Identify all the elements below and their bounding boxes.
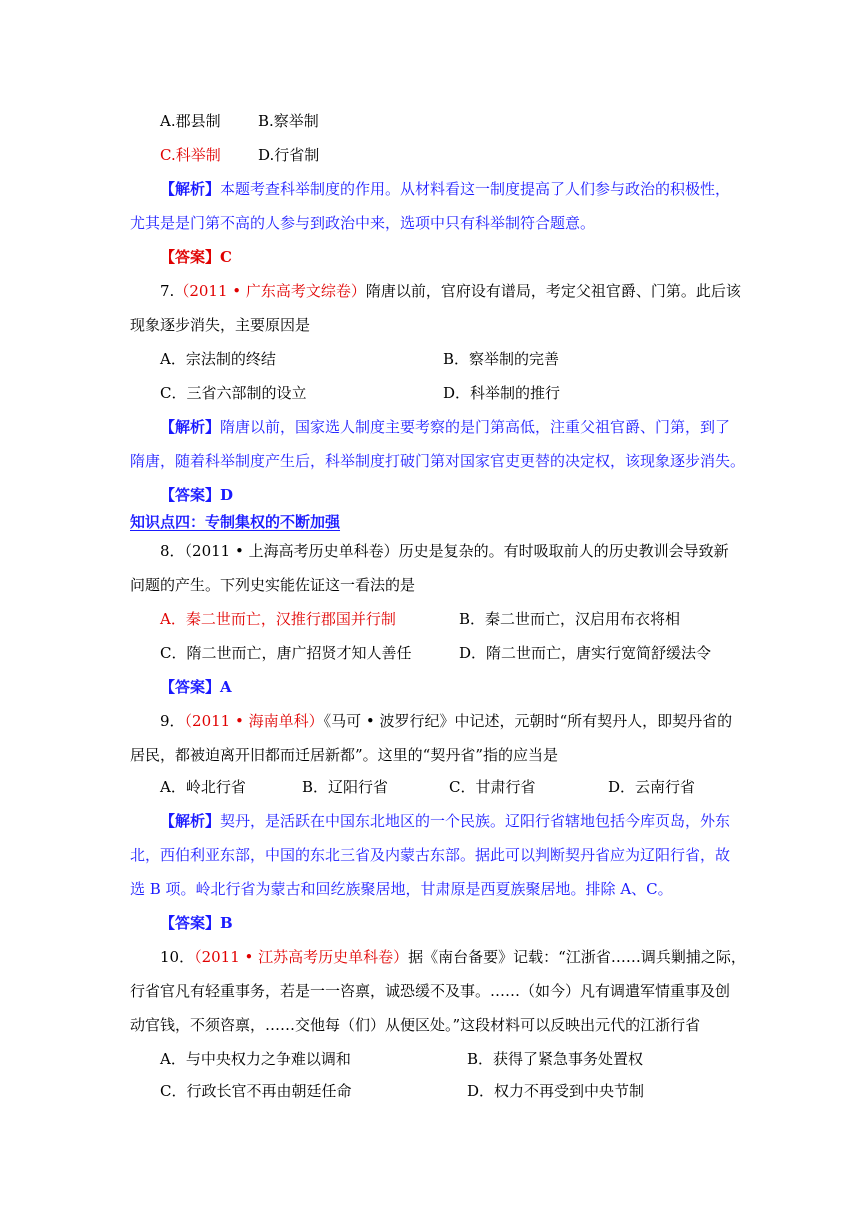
q6-option-c: C.科举制 <box>160 146 221 164</box>
q7-option-c: C．三省六部制的设立 <box>160 384 307 402</box>
q7-analysis-line-2: 隋唐，随着科举制度产生后，科举制度打破门第对国家官吏更替的决定权，该现象逐步消失。 <box>130 452 746 470</box>
q6-analysis-tag: 【解析】 <box>160 180 221 198</box>
q7-source: （2011 • 广东高考文综卷） <box>174 282 366 300</box>
q10-option-b: B．获得了紧急事务处置权 <box>467 1050 644 1068</box>
q8-option-b: B．秦二世而亡，汉启用布衣将相 <box>459 610 681 628</box>
q10-number: 10． <box>160 948 195 966</box>
q9-answer: 【答案】B <box>160 914 233 932</box>
q9-number: 9． <box>160 712 185 730</box>
q7-stem-text-1: 隋唐以前，官府设有谱局，考定父祖官爵、门第。此后该 <box>365 282 741 300</box>
q8-stem-line-2: 问题的产生。下列史实能佐证这一看法的是 <box>130 576 416 594</box>
q8-stem-line-1: 8．（2011 • 上海高考历史单科卷）历史是复杂的。有时吸取前人的历史教训会导致新 <box>160 542 729 560</box>
q7-option-b: B．察举制的完善 <box>443 350 560 368</box>
q9-stem-line-1 <box>160 710 732 732</box>
q7-stem-line-2: 现象逐步消失，主要原因是 <box>130 316 311 334</box>
q6-analysis-line-2: 尤其是是门第不高的人参与到政治中来，选项中只有科举制符合题意。 <box>130 214 596 232</box>
q7-stem-line-1 <box>160 280 741 302</box>
q9-option-b: B．辽阳行省 <box>302 778 389 796</box>
q6-analysis-text-1: 本题考查科举制度的作用。从材料看这一制度提高了人们参与政治的积极性， <box>220 180 731 198</box>
q6-option-b: B.察举制 <box>258 112 319 130</box>
q9-option-a: A．岭北行省 <box>160 778 246 796</box>
q9-stem-text-1: 《马可 • 波罗行纪》中记述，元朝时“所有契丹人，即契丹省的 <box>323 712 733 730</box>
q10-option-d: D．权力不再受到中央节制 <box>467 1082 645 1100</box>
q9-stem-line-2: 居民，都被迫离开旧都而迁居新都”。这里的“契丹省”指的应当是 <box>130 746 559 764</box>
q9-option-d: D．云南行省 <box>608 778 696 796</box>
knowledge-point-heading: 知识点四：专制集权的不断加强 <box>130 513 341 531</box>
q7-analysis-tag: 【解析】 <box>160 418 221 436</box>
q7-answer: 【答案】D <box>160 486 234 504</box>
q6-option-a: A.郡县制 <box>160 112 221 130</box>
q9-analysis-text-1: 契丹，是活跃在中国东北地区的一个民族。辽阳行省辖地包括今库页岛，外东 <box>220 812 731 830</box>
q7-analysis-line-1 <box>160 416 730 438</box>
q10-stem-line-2: 行省官凡有轻重事务，若是一一咨禀，诚恐缓不及事。……（如今）凡有调遣军情重事及创 <box>130 982 731 1000</box>
q6-answer: 【答案】C <box>160 248 232 266</box>
q10-option-a: A．与中央权力之争难以调和 <box>160 1050 351 1068</box>
q10-stem-text-1: 据《南台备要》记载：“江浙省……调兵剿捕之际， <box>408 948 746 966</box>
q6-option-d: D.行省制 <box>258 146 320 164</box>
q8-answer: 【答案】A <box>160 678 232 696</box>
q7-number: 7. <box>160 282 175 300</box>
q9-analysis-line-2: 北，西伯利亚东部，中国的东北三省及内蒙古东部。据此可以判断契丹省应为辽阳行省，故 <box>130 846 731 864</box>
q10-stem-line-3: 动官钱，不须咨禀，……交他每（们）从便区处。”这段材料可以反映出元代的江浙行省 <box>130 1016 701 1034</box>
q9-source: （2011 • 海南单科） <box>184 712 324 730</box>
q9-analysis-tag: 【解析】 <box>160 812 221 830</box>
q10-stem-line-1 <box>160 946 746 968</box>
q9-analysis-line-1 <box>160 810 730 832</box>
q9-option-c: C．甘肃行省 <box>449 778 536 796</box>
q7-option-d: D．科举制的推行 <box>443 384 561 402</box>
q8-option-c: C．隋二世而亡，唐广招贤才知人善任 <box>160 644 412 662</box>
q8-option-a: A．秦二世而亡，汉推行郡国并行制 <box>160 610 396 628</box>
q10-option-c: C．行政长官不再由朝廷任命 <box>160 1082 352 1100</box>
q10-source: （2011 • 江苏高考历史单科卷） <box>194 948 409 966</box>
q7-analysis-text-1: 隋唐以前，国家选人制度主要考察的是门第高低，注重父祖官爵、门第，到了 <box>220 418 731 436</box>
q6-analysis-line-1 <box>160 178 730 200</box>
q7-option-a: A．宗法制的终结 <box>160 350 276 368</box>
q8-option-d: D．隋二世而亡，唐实行宽简舒缓法令 <box>459 644 712 662</box>
q9-analysis-line-3: 选 B 项。岭北行省为蒙古和回纥族聚居地，甘肃原是西夏族聚居地。排除 A、C。 <box>130 880 673 898</box>
